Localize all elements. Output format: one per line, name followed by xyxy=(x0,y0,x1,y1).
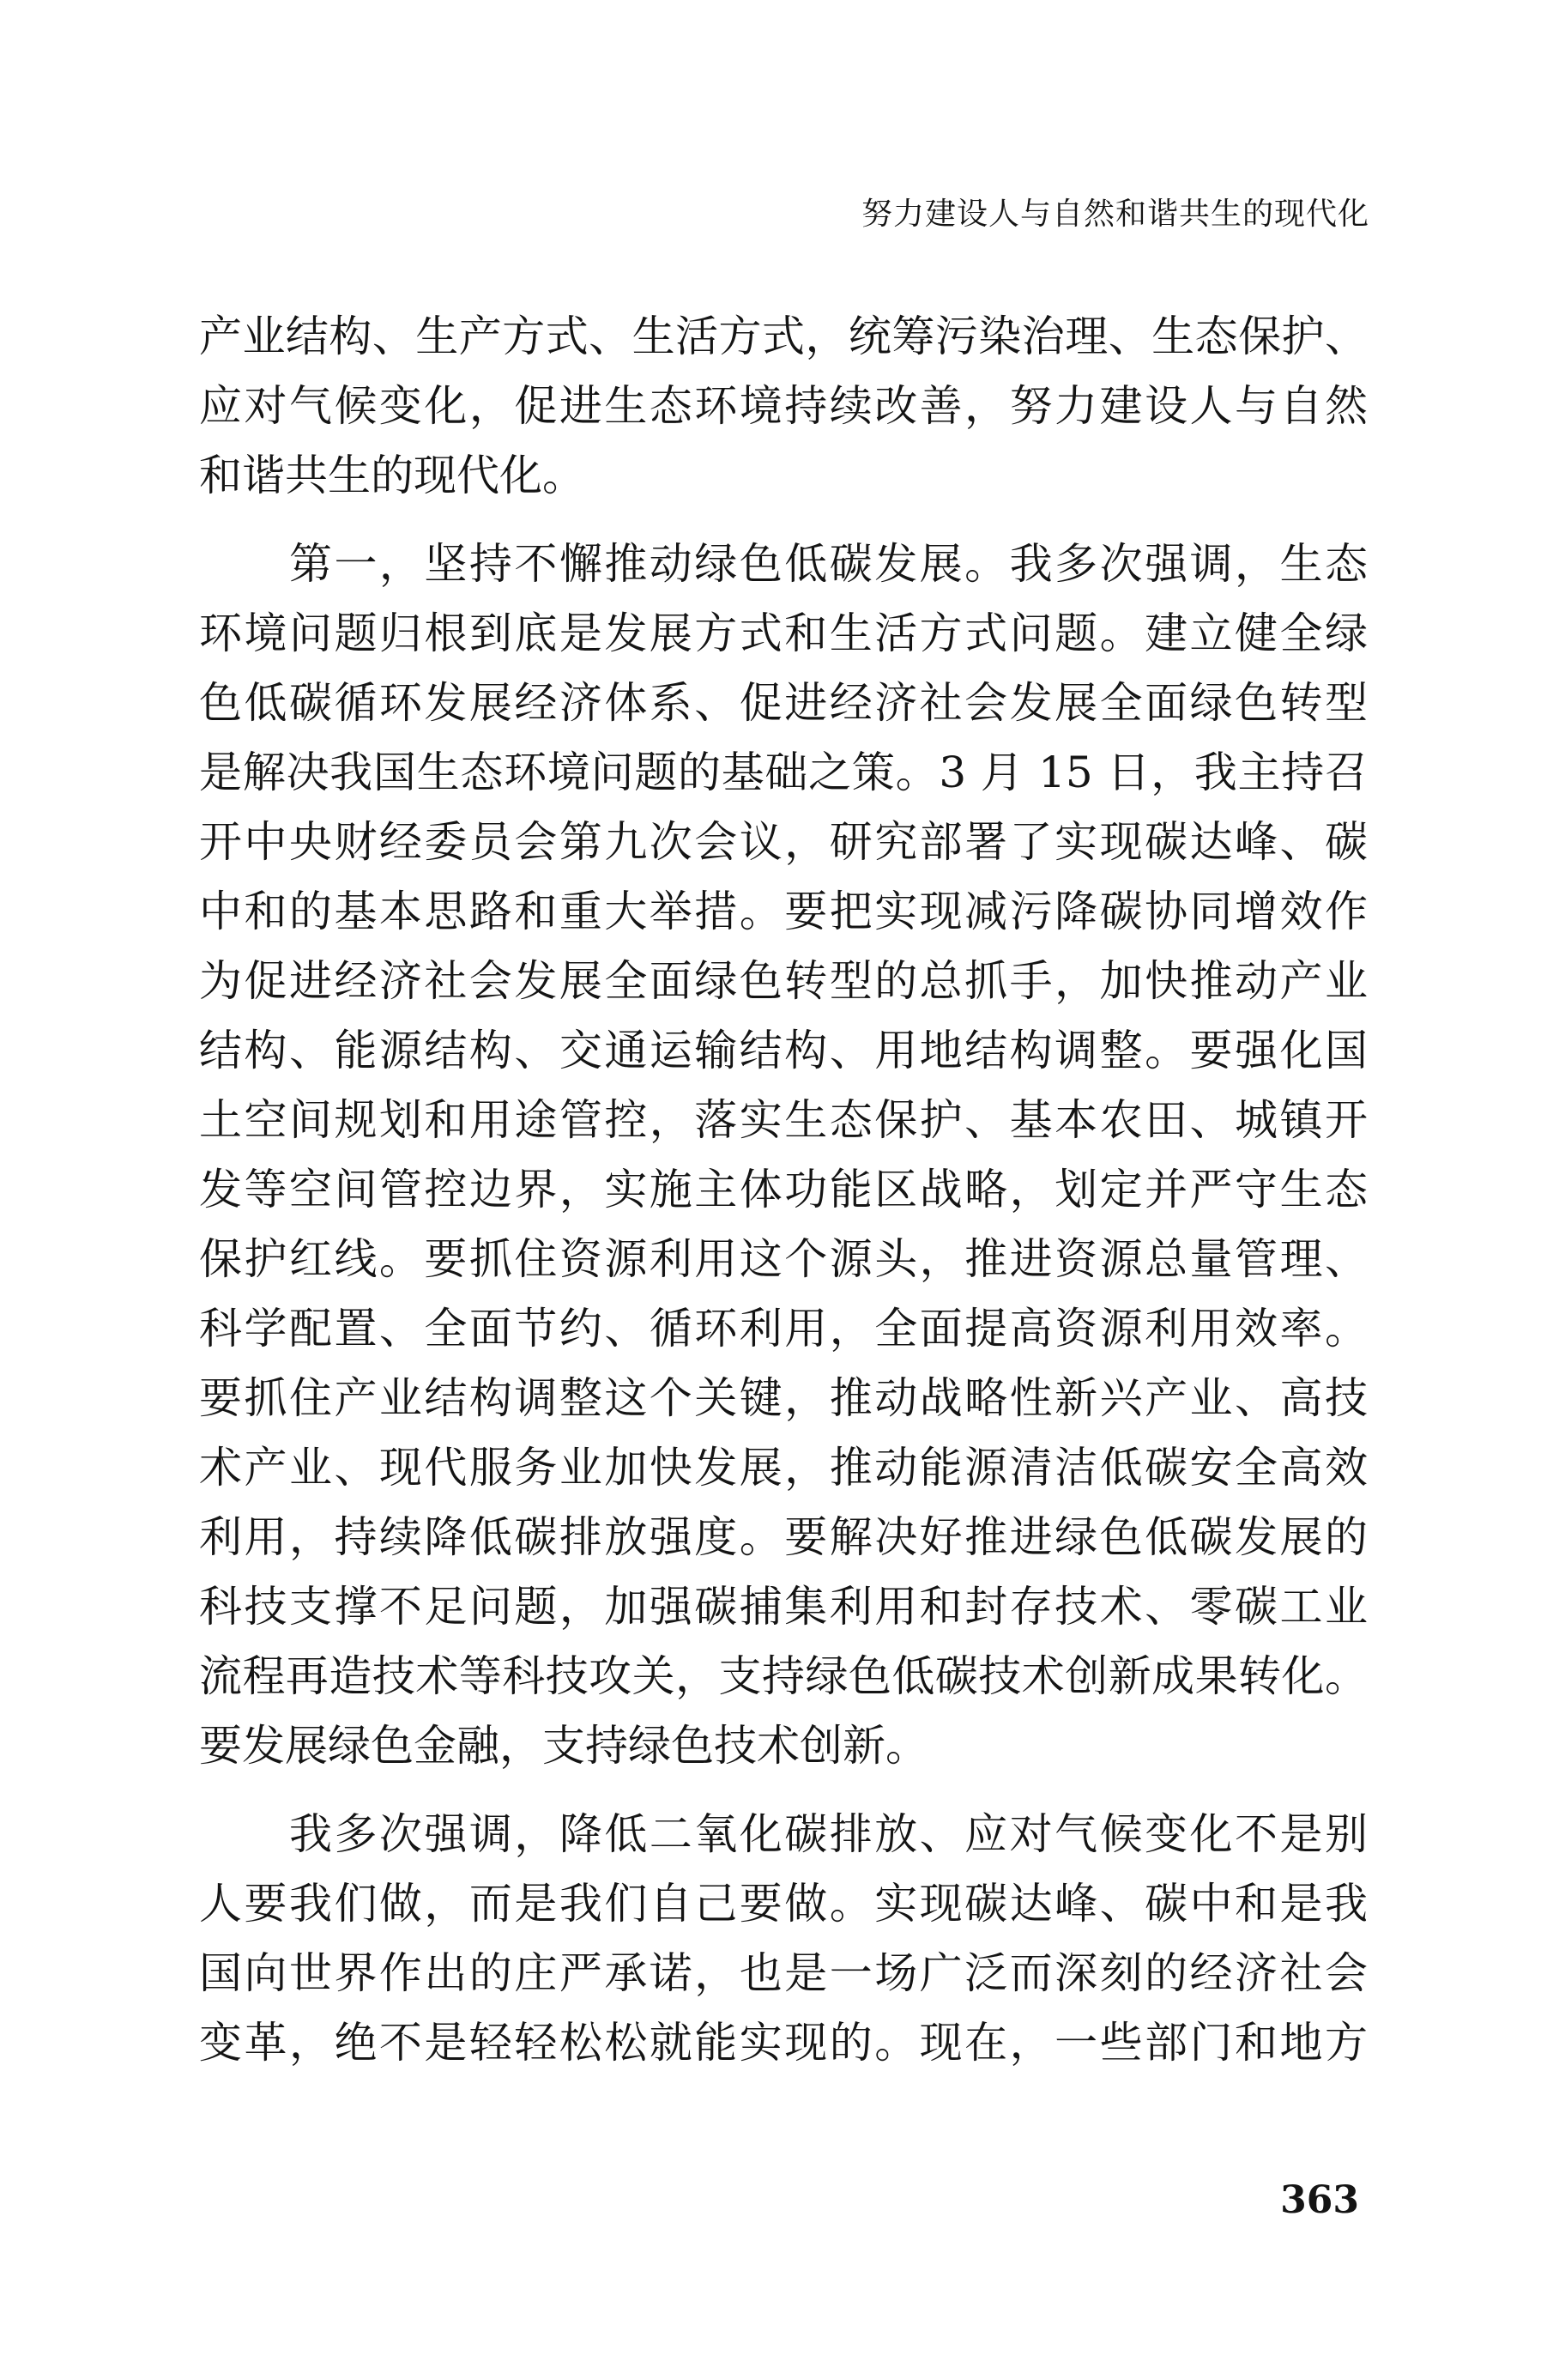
text-line: 产业结构、生产方式、生活方式，统筹污染治理、生态保护、 xyxy=(199,312,1368,361)
text-line: 是解决我国生态环境问题的基础之策。3 月 15 日，我主持召 xyxy=(199,748,1368,797)
text-line: 色低碳循环发展经济体系、促进经济社会发展全面绿色转型 xyxy=(199,678,1368,728)
text-line: 利用，持续降低碳排放强度。要解决好推进绿色低碳发展的 xyxy=(199,1512,1368,1562)
text-line: 结构、能源结构、交通运输结构、用地结构调整。要强化国 xyxy=(199,1026,1368,1075)
paragraph xyxy=(199,302,1368,511)
paragraph xyxy=(199,530,1368,1781)
text-line: 科学配置、全面节约、循环利用，全面提高资源利用效率。 xyxy=(199,1304,1368,1354)
text-line: 国向世界作出的庄严承诺，也是一场广泛而深刻的经济社会 xyxy=(199,1948,1368,1998)
text-line: 和谐共生的现代化。 xyxy=(199,451,585,500)
body-text xyxy=(199,302,1368,2078)
text-line: 中和的基本思路和重大举措。要把实现减污降碳协同增效作 xyxy=(199,887,1368,936)
text-line: 人要我们做，而是我们自己要做。实现碳达峰、碳中和是我 xyxy=(199,1879,1368,1929)
text-line: 第一，坚持不懈推动绿色低碳发展。我多次强调，生态 xyxy=(199,539,1368,589)
text-line: 要发展绿色金融，支持绿色技术创新。 xyxy=(199,1721,928,1771)
text-line: 术产业、现代服务业加快发展，推动能源清洁低碳安全高效 xyxy=(199,1443,1368,1493)
text-line: 发等空间管控边界，实施主体功能区战略，划定并严守生态 xyxy=(199,1165,1368,1214)
text-line: 要抓住产业结构调整这个关键，推动战略性新兴产业、高技 xyxy=(199,1373,1368,1423)
text-line: 应对气候变化，促进生态环境持续改善，努力建设人与自然 xyxy=(199,381,1368,431)
text-line: 为促进经济社会发展全面绿色转型的总抓手，加快推动产业 xyxy=(199,956,1368,1006)
text-line: 我多次强调，降低二氧化碳排放、应对气候变化不是别 xyxy=(199,1809,1368,1859)
text-line: 变革，绝不是轻轻松松就能实现的。现在，一些部门和地方 xyxy=(199,2018,1368,2068)
text-line: 流程再造技术等科技攻关，支持绿色低碳技术创新成果转化。 xyxy=(199,1651,1368,1701)
running-header: 努力建设人与自然和谐共生的现代化 xyxy=(861,197,1369,232)
page-number: 363 xyxy=(1280,2178,1359,2222)
paragraph xyxy=(199,1800,1368,2078)
text-line: 土空间规划和用途管控，落实生态保护、基本农田、城镇开 xyxy=(199,1095,1368,1145)
text-line: 开中央财经委员会第九次会议，研究部署了实现碳达峰、碳 xyxy=(199,817,1368,867)
text-line: 科技支撑不足问题，加强碳捕集利用和封存技术、零碳工业 xyxy=(199,1582,1368,1632)
text-line: 保护红线。要抓住资源利用这个源头，推进资源总量管理、 xyxy=(199,1234,1368,1284)
text-line: 环境问题归根到底是发展方式和生活方式问题。建立健全绿 xyxy=(199,609,1368,658)
